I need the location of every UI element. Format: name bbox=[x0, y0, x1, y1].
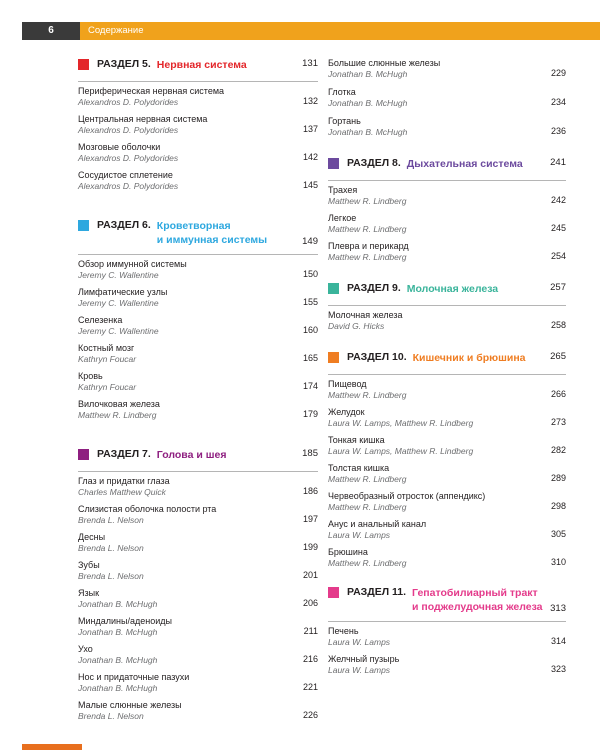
bottom-accent-bar bbox=[22, 744, 82, 750]
section-page: 149 bbox=[302, 236, 318, 247]
toc-entry[interactable] bbox=[328, 626, 566, 647]
toc-section bbox=[328, 351, 566, 568]
toc-entry[interactable] bbox=[78, 142, 318, 163]
section-page: 131 bbox=[302, 58, 318, 69]
entry-title: Брюшина bbox=[328, 547, 368, 557]
entry-title: Глотка bbox=[328, 87, 356, 97]
toc-entry[interactable] bbox=[328, 87, 566, 108]
entry-author: Laura W. Lamps, Matthew R. Lindberg bbox=[328, 446, 474, 456]
entry-title: Обзор иммунной системы bbox=[78, 259, 187, 269]
section-label: РАЗДЕЛ 9. bbox=[347, 282, 401, 294]
section-label: РАЗДЕЛ 8. bbox=[347, 157, 401, 169]
toc-section bbox=[78, 448, 318, 721]
section-heading[interactable] bbox=[328, 586, 566, 614]
section-color-square bbox=[328, 352, 339, 363]
entry-author: Kathryn Foucar bbox=[78, 382, 137, 392]
entry-page: 155 bbox=[302, 297, 318, 307]
entry-title: Периферическая нервная система bbox=[78, 86, 225, 96]
entry-author: Matthew R. Lindberg bbox=[328, 474, 407, 484]
entry-title: Нос и придаточные пазухи bbox=[78, 672, 190, 682]
section-divider bbox=[328, 374, 566, 375]
entry-title: Костный мозг bbox=[78, 343, 135, 353]
toc-entry[interactable] bbox=[328, 654, 566, 675]
toc-entry[interactable] bbox=[78, 560, 318, 581]
entry-page: 305 bbox=[550, 529, 566, 539]
toc-section bbox=[328, 157, 566, 262]
entry-page: 314 bbox=[550, 636, 566, 646]
running-title: Содержание bbox=[88, 25, 144, 36]
section-heading[interactable] bbox=[78, 219, 318, 247]
toc-entry[interactable] bbox=[78, 644, 318, 665]
entry-author: Laura W. Lamps bbox=[328, 530, 391, 540]
entry-title: Язык bbox=[78, 588, 100, 598]
section-divider bbox=[78, 81, 318, 82]
entry-page: 199 bbox=[302, 542, 318, 552]
section-label: РАЗДЕЛ 11. bbox=[347, 586, 407, 598]
entry-page: 179 bbox=[302, 409, 318, 419]
header-bar bbox=[22, 22, 600, 40]
entry-title: Мозговые оболочки bbox=[78, 142, 161, 152]
toc-section bbox=[78, 219, 318, 420]
entry-title: Зубы bbox=[78, 560, 100, 570]
section-color-square bbox=[78, 59, 89, 70]
entry-title: Червеобразный отросток (аппендикс) bbox=[328, 491, 486, 501]
toc-entry[interactable] bbox=[78, 343, 318, 364]
section-title: Кроветворная и иммунная системы bbox=[156, 220, 268, 246]
toc-left-column bbox=[78, 58, 318, 731]
entry-author: Alexandros D. Polydorides bbox=[78, 125, 179, 135]
toc-section bbox=[328, 282, 566, 331]
toc-entry[interactable] bbox=[78, 700, 318, 721]
section-title: Молочная железа bbox=[406, 283, 499, 295]
entry-title: Трахея bbox=[328, 185, 358, 195]
toc-entry[interactable] bbox=[328, 58, 566, 79]
toc-entry[interactable] bbox=[328, 310, 566, 331]
toc-entry[interactable] bbox=[328, 116, 566, 137]
entry-page: 289 bbox=[550, 473, 566, 483]
section-title: Голова и шея bbox=[156, 449, 227, 461]
entry-title: Печень bbox=[328, 626, 359, 636]
entry-author: Jonathan B. McHugh bbox=[328, 98, 408, 108]
entry-author: David G. Hicks bbox=[328, 321, 385, 331]
entry-page: 258 bbox=[550, 320, 566, 330]
toc-entry[interactable] bbox=[78, 532, 318, 553]
entry-author: Jonathan B. McHugh bbox=[78, 655, 158, 665]
toc-entry[interactable] bbox=[328, 185, 566, 206]
entry-title: Большие слюнные железы bbox=[328, 58, 441, 68]
entry-author: Jeremy C. Wallentine bbox=[78, 326, 159, 336]
entry-title: Слизистая оболочка полости рта bbox=[78, 504, 217, 514]
entry-title: Пищевод bbox=[328, 379, 367, 389]
section-color-square bbox=[328, 158, 339, 169]
entry-page: 310 bbox=[550, 557, 566, 567]
entry-page: 298 bbox=[550, 501, 566, 511]
toc-entry[interactable] bbox=[78, 672, 318, 693]
entry-author: Matthew R. Lindberg bbox=[328, 390, 407, 400]
entry-title: Лимфатические узлы bbox=[78, 287, 168, 297]
toc-entry[interactable] bbox=[78, 86, 318, 107]
section-title: Нервная система bbox=[156, 59, 247, 71]
entry-title: Тонкая кишка bbox=[328, 435, 385, 445]
toc-entry[interactable] bbox=[328, 547, 566, 568]
entry-page: 226 bbox=[302, 710, 318, 720]
entry-page: 174 bbox=[302, 381, 318, 391]
entry-title: Молочная железа bbox=[328, 310, 403, 320]
entry-title: Сосудистое сплетение bbox=[78, 170, 173, 180]
entry-author: Jonathan B. McHugh bbox=[78, 599, 158, 609]
entry-page: 137 bbox=[302, 124, 318, 134]
entry-page: 234 bbox=[550, 97, 566, 107]
entry-page: 160 bbox=[302, 325, 318, 335]
toc-entry[interactable] bbox=[328, 491, 566, 512]
entry-author: Brenda L. Nelson bbox=[78, 711, 144, 721]
entry-page: 273 bbox=[550, 417, 566, 427]
toc-entry[interactable] bbox=[78, 114, 318, 135]
entry-page: 266 bbox=[550, 389, 566, 399]
section-color-square bbox=[328, 283, 339, 294]
entry-title: Глаз и придатки глаза bbox=[78, 476, 170, 486]
entry-page: 186 bbox=[302, 486, 318, 496]
section-label: РАЗДЕЛ 10. bbox=[347, 351, 407, 363]
section-divider bbox=[78, 254, 318, 255]
entry-author: Brenda L. Nelson bbox=[78, 515, 144, 525]
entry-page: 132 bbox=[302, 96, 318, 106]
entry-author: Matthew R. Lindberg bbox=[78, 410, 157, 420]
entry-page: 282 bbox=[550, 445, 566, 455]
toc-entry[interactable] bbox=[78, 616, 318, 637]
toc-entry[interactable] bbox=[78, 287, 318, 308]
section-title: Кишечник и брюшина bbox=[412, 352, 526, 364]
entry-author: Brenda L. Nelson bbox=[78, 571, 144, 581]
entry-title: Толстая кишка bbox=[328, 463, 390, 473]
entry-page: 165 bbox=[302, 353, 318, 363]
section-label: РАЗДЕЛ 6. bbox=[97, 219, 151, 231]
toc-entry[interactable] bbox=[78, 588, 318, 609]
toc-entry[interactable] bbox=[328, 463, 566, 484]
toc-section bbox=[328, 586, 566, 675]
entry-author: Matthew R. Lindberg bbox=[328, 502, 407, 512]
toc-entry[interactable] bbox=[328, 241, 566, 262]
entry-page: 201 bbox=[302, 570, 318, 580]
section-page: 241 bbox=[550, 157, 566, 168]
section-color-square bbox=[328, 587, 339, 598]
entry-author: Alexandros D. Polydorides bbox=[78, 153, 179, 163]
entry-author: Jonathan B. McHugh bbox=[328, 69, 408, 79]
entry-author: Charles Matthew Quick bbox=[78, 487, 166, 497]
section-page: 265 bbox=[550, 351, 566, 362]
entry-page: 142 bbox=[302, 152, 318, 162]
entry-title: Ухо bbox=[78, 644, 93, 654]
entry-page: 206 bbox=[302, 598, 318, 608]
section-page: 257 bbox=[550, 282, 566, 293]
entry-author: Laura W. Lamps, Matthew R. Lindberg bbox=[328, 418, 474, 428]
entry-page: 150 bbox=[302, 269, 318, 279]
entry-author: Alexandros D. Polydorides bbox=[78, 181, 179, 191]
entry-title: Миндалины/аденоиды bbox=[78, 616, 172, 626]
toc-section bbox=[78, 58, 318, 191]
toc-entry[interactable] bbox=[328, 519, 566, 540]
entry-title: Плевра и перикард bbox=[328, 241, 409, 251]
toc-entry[interactable] bbox=[328, 213, 566, 234]
entry-author: Laura W. Lamps bbox=[328, 637, 391, 647]
entry-page: 221 bbox=[302, 682, 318, 692]
page-number: 6 bbox=[22, 22, 80, 40]
section-divider bbox=[78, 471, 318, 472]
entry-author: Matthew R. Lindberg bbox=[328, 196, 407, 206]
entry-author: Jonathan B. McHugh bbox=[328, 127, 408, 137]
entry-page: 145 bbox=[302, 180, 318, 190]
section-heading[interactable] bbox=[328, 351, 566, 367]
toc-entry[interactable] bbox=[78, 504, 318, 525]
section-divider bbox=[328, 180, 566, 181]
section-page: 185 bbox=[302, 448, 318, 459]
entry-page: 245 bbox=[550, 223, 566, 233]
entry-author: Matthew R. Lindberg bbox=[328, 558, 407, 568]
entry-author: Matthew R. Lindberg bbox=[328, 252, 407, 262]
section-divider bbox=[328, 621, 566, 622]
section-color-square bbox=[78, 449, 89, 460]
entry-author: Jeremy C. Wallentine bbox=[78, 270, 159, 280]
entry-title: Кровь bbox=[78, 371, 103, 381]
entry-author: Alexandros D. Polydorides bbox=[78, 97, 179, 107]
section-label: РАЗДЕЛ 7. bbox=[97, 448, 151, 460]
entry-title: Гортань bbox=[328, 116, 361, 126]
entry-title: Селезенка bbox=[78, 315, 123, 325]
entry-author: Laura W. Lamps bbox=[328, 665, 391, 675]
entry-author: Kathryn Foucar bbox=[78, 354, 137, 364]
section-heading[interactable] bbox=[328, 282, 566, 298]
entry-title: Желчный пузырь bbox=[328, 654, 400, 664]
toc-entry[interactable] bbox=[328, 435, 566, 456]
entry-title: Вилочковая железа bbox=[78, 399, 160, 409]
toc-entry[interactable] bbox=[78, 476, 318, 497]
toc-entry[interactable] bbox=[78, 371, 318, 392]
section-heading[interactable] bbox=[78, 448, 318, 464]
entry-title: Анус и анальный канал bbox=[328, 519, 427, 529]
toc-entry[interactable] bbox=[78, 315, 318, 336]
section-heading[interactable] bbox=[78, 58, 318, 74]
entry-page: 216 bbox=[302, 654, 318, 664]
entry-author: Matthew R. Lindberg bbox=[328, 224, 407, 234]
toc-entry[interactable] bbox=[78, 259, 318, 280]
toc-entry[interactable] bbox=[328, 407, 566, 428]
toc-entry[interactable] bbox=[78, 399, 318, 420]
section-title: Гепатобилиарный тракт и поджелудочная железа bbox=[412, 587, 543, 613]
entry-title: Малые слюнные железы bbox=[78, 700, 182, 710]
entry-title: Желудок bbox=[328, 407, 365, 417]
entry-author: Jeremy C. Wallentine bbox=[78, 298, 159, 308]
toc-right-column bbox=[328, 58, 566, 685]
entry-title: Центральная нервная система bbox=[78, 114, 208, 124]
entry-page: 197 bbox=[302, 514, 318, 524]
entry-title: Легкое bbox=[328, 213, 357, 223]
entry-page: 242 bbox=[550, 195, 566, 205]
toc-entry[interactable] bbox=[78, 170, 318, 191]
toc-entry[interactable] bbox=[328, 379, 566, 400]
entry-title: Десны bbox=[78, 532, 106, 542]
entry-author: Jonathan B. McHugh bbox=[78, 627, 158, 637]
entry-page: 323 bbox=[550, 664, 566, 674]
section-title: Дыхательная система bbox=[406, 158, 523, 170]
section-divider bbox=[328, 305, 566, 306]
section-label: РАЗДЕЛ 5. bbox=[97, 58, 151, 70]
entry-page: 236 bbox=[550, 126, 566, 136]
entry-author: Jonathan B. McHugh bbox=[78, 683, 158, 693]
section-color-square bbox=[78, 220, 89, 231]
entry-page: 211 bbox=[303, 626, 318, 636]
entry-page: 254 bbox=[550, 251, 566, 261]
entry-page: 229 bbox=[550, 68, 566, 78]
section-page: 313 bbox=[550, 603, 566, 614]
section-heading[interactable] bbox=[328, 157, 566, 173]
entry-author: Brenda L. Nelson bbox=[78, 543, 144, 553]
